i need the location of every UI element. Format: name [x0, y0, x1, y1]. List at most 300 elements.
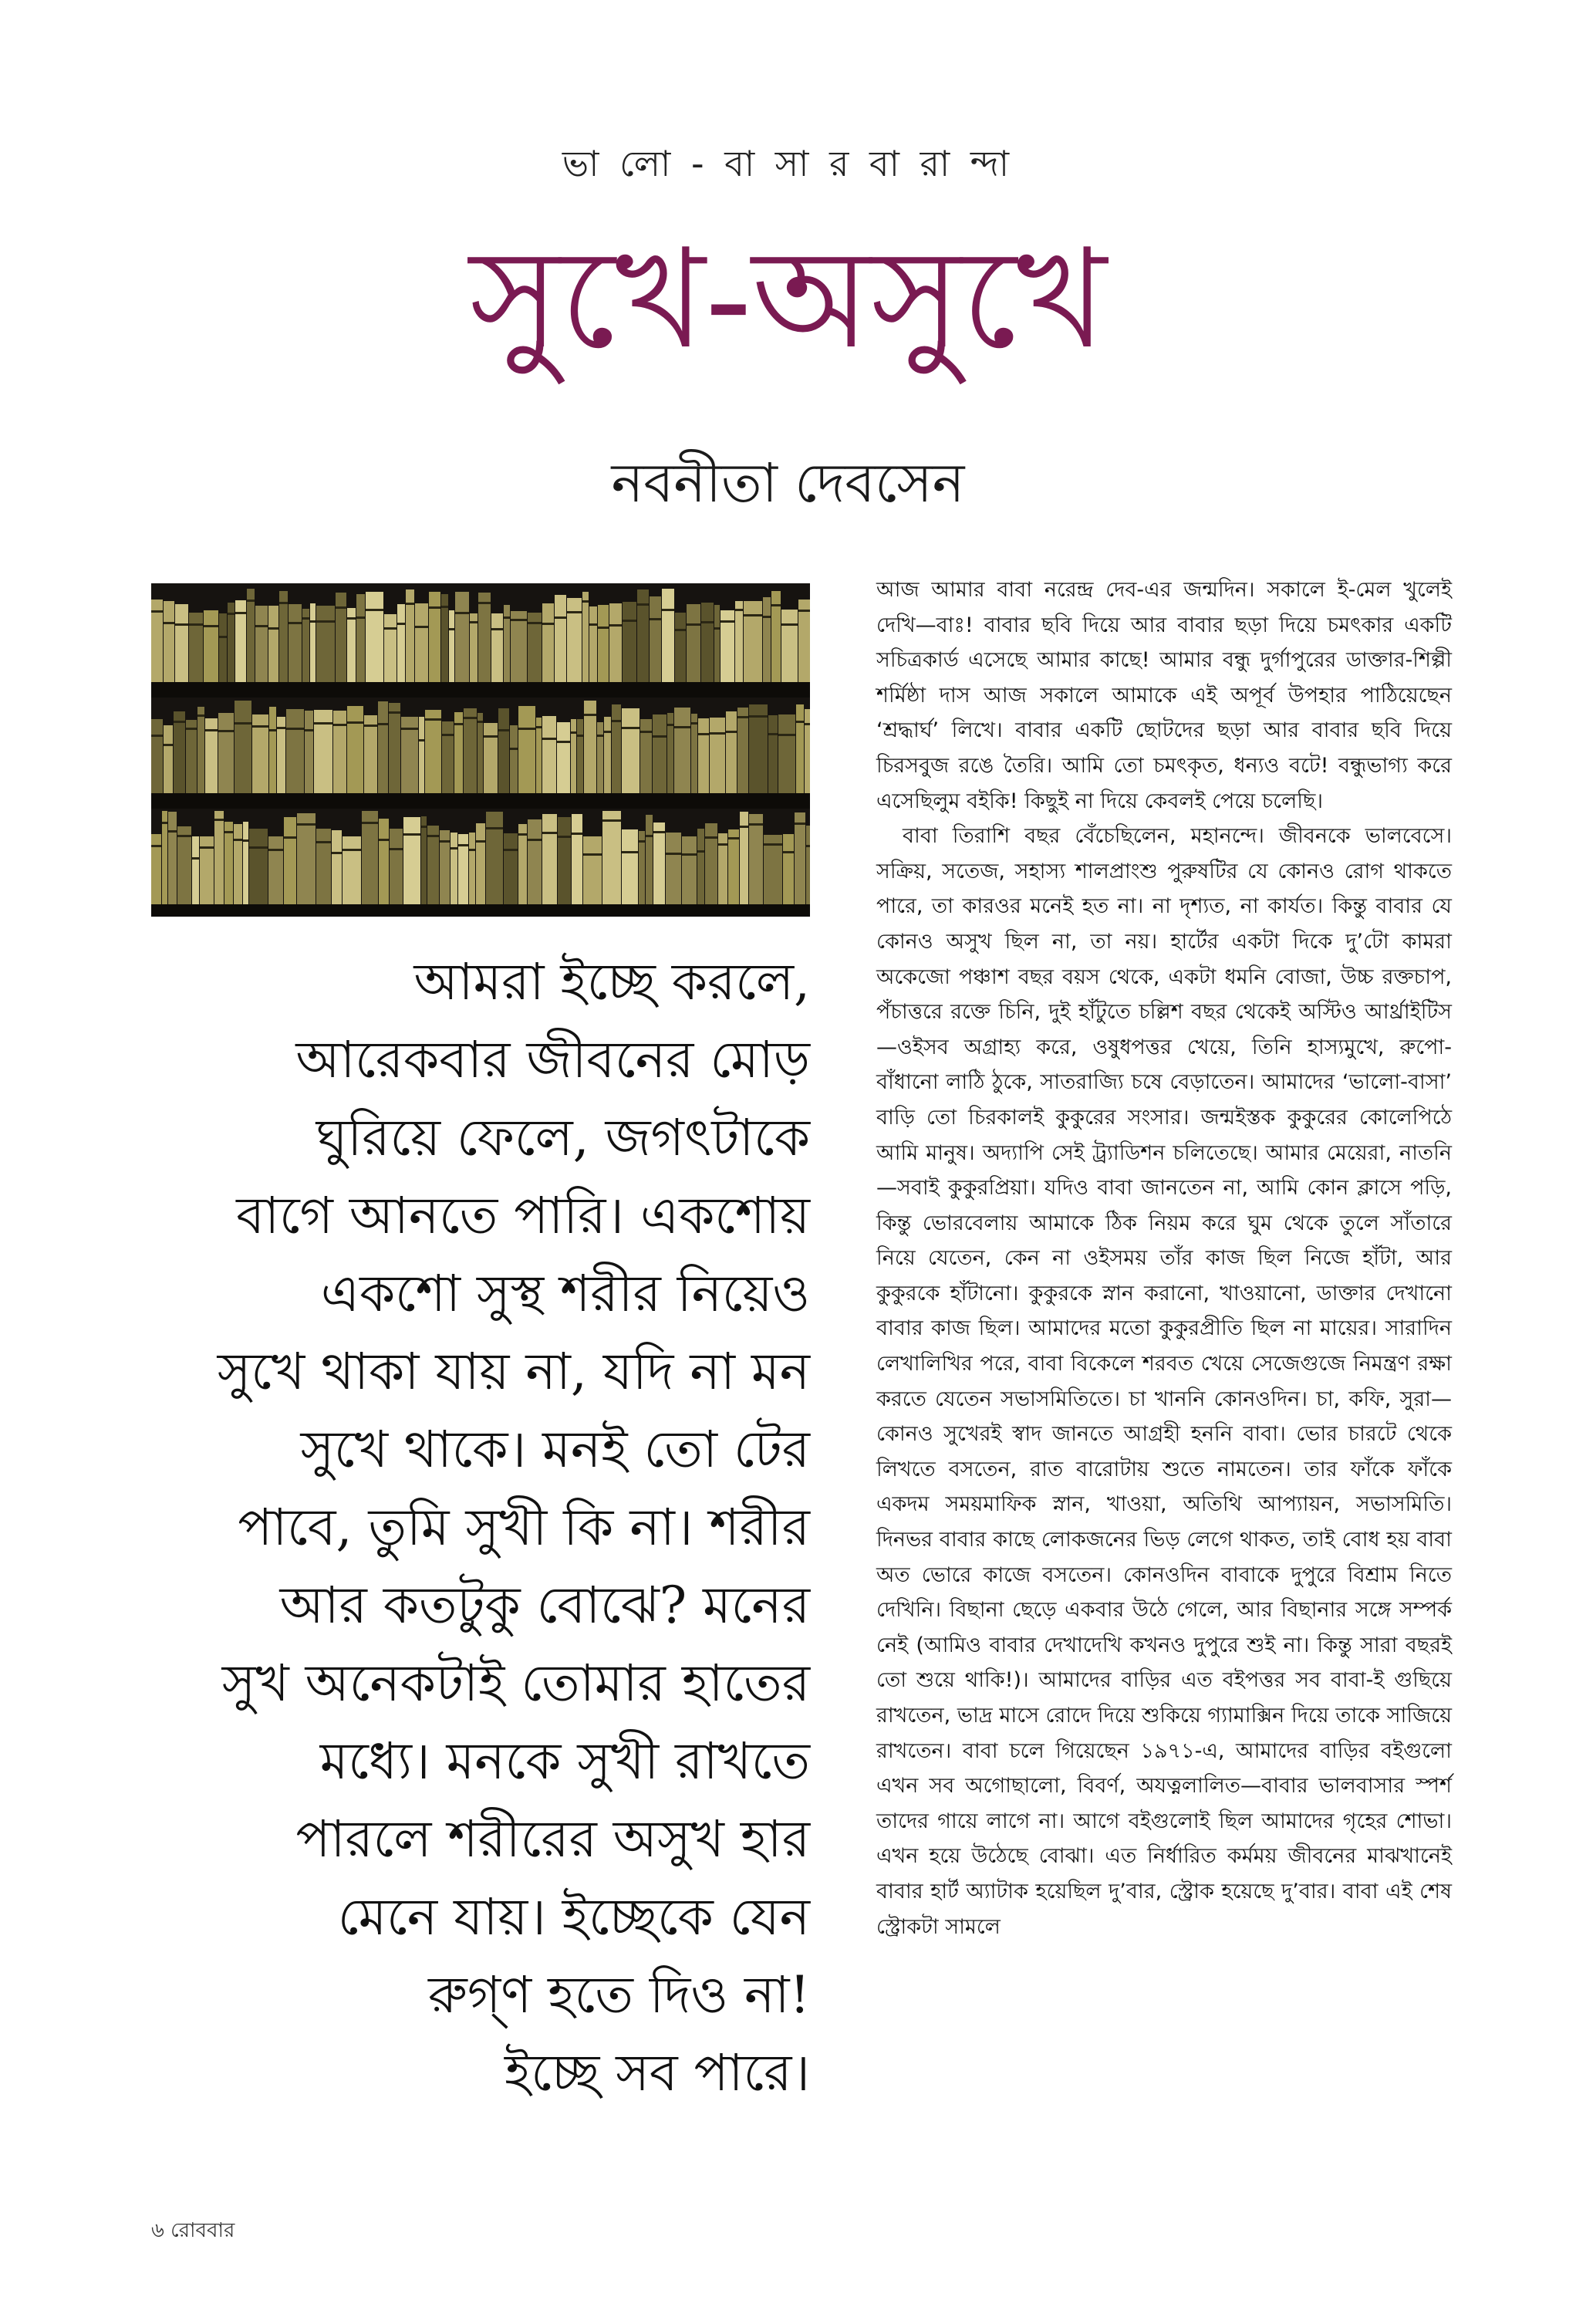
book-spine-band	[378, 723, 388, 725]
book-spine	[197, 707, 204, 793]
book-spine-band	[366, 609, 383, 611]
book-spine	[612, 704, 621, 793]
book-spine-band	[289, 622, 302, 624]
book-spine	[192, 836, 199, 904]
pull-quote	[151, 943, 810, 2112]
book-spine-band	[798, 610, 810, 612]
pull-quote-line: সুখ অনেকটাই তোমার হাতের	[221, 1653, 810, 1713]
book-spine-band	[805, 723, 810, 725]
book-spine	[504, 833, 518, 904]
book-spine-band	[243, 839, 248, 842]
book-spine	[316, 829, 331, 904]
pull-quote-line: আমরা ইচ্ছে করলে,	[413, 952, 810, 1012]
book-spine-band	[597, 735, 603, 737]
book-spine-band	[697, 850, 704, 853]
book-spine-band	[427, 835, 439, 837]
book-spine-band	[667, 724, 673, 726]
book-spine	[511, 611, 527, 682]
book-spine	[366, 592, 383, 682]
book-spine-band	[518, 833, 527, 836]
book-spine	[356, 594, 365, 682]
book-spine-band	[390, 848, 403, 850]
book-spine	[646, 815, 653, 904]
book-spine	[268, 836, 283, 904]
book-spine	[478, 713, 483, 793]
pull-quote-line: পাবে, তুমি সুখী কি না। শরীর	[238, 1498, 810, 1557]
book-spine-band	[403, 833, 420, 836]
book-spine	[571, 719, 576, 793]
book-spine	[806, 826, 810, 904]
book-spine-band	[542, 623, 554, 625]
book-spine-band	[364, 725, 377, 727]
book-spine	[384, 614, 397, 682]
book-spine-band	[498, 729, 509, 731]
book-spine-band	[749, 823, 763, 826]
book-spine	[449, 610, 454, 682]
book-spine-band	[710, 732, 725, 735]
book-spine-band	[277, 727, 285, 729]
book-spine	[425, 710, 441, 793]
book-spine-band	[389, 711, 400, 714]
book-spine	[589, 606, 597, 682]
body-paragraph: আজ আমার বাবা নরেন্দ্র দেব-এর জন্মদিন। সকালে ই-মেল খুলেই দেখি—বাঃ! বাবার ছবি দিয়ে আর বাবার ছড়া দিয়ে চমৎকার একটি সচিত্রকার্ড এসেছে আমার কাছে! আমার বন্ধু দুর্গাপুরের ডাক্তার-শিল্পী শর্মিষ্ঠা দাস আজ সকালে আমাকে এই অপূর্ব উপহার পাঠিয়েছেন ‘শ্রদ্ধার্ঘ’ লিখে। বাবার একটি ছোটদের ছড়া আর বাবার ছবি দিয়ে চিরসবুজ রঙে তৈরি। আমি তো চমৎকৃত, ধন্যও বটে! বন্ধুভাগ্য করে এসেছিলুম বইকি! কিছুই না দিয়ে কেবলই পেয়ে চলেছি।	[876, 578, 1452, 813]
book-spine-band	[653, 735, 667, 738]
book-spine-band	[425, 718, 441, 721]
book-spine	[297, 813, 316, 904]
book-spine-band	[567, 611, 582, 613]
book-spine-band	[726, 731, 737, 733]
book-spine-band	[476, 840, 485, 843]
book-spine-band	[268, 627, 278, 630]
book-spine-band	[356, 616, 365, 619]
book-spine	[737, 708, 748, 793]
book-spine-band	[721, 620, 734, 623]
book-spine	[469, 833, 475, 904]
book-spine-band	[795, 823, 805, 825]
book-spine	[726, 711, 737, 793]
book-spine	[674, 708, 690, 793]
book-spine-band	[384, 627, 397, 630]
book-spine-band	[687, 623, 700, 626]
page-folio: ৬ রোববার	[151, 2219, 235, 2242]
book-spine-band	[691, 722, 697, 725]
book-spine-band	[449, 628, 454, 630]
shelf-plank	[151, 793, 810, 809]
book-spine	[455, 592, 469, 682]
book-spine	[749, 704, 768, 793]
book-spine-band	[510, 748, 518, 750]
book-spine	[397, 604, 405, 682]
book-spine-band	[268, 849, 283, 851]
book-spine-band	[429, 606, 440, 609]
book-spine	[343, 836, 361, 904]
book-spine	[151, 719, 163, 793]
book-spine-band	[164, 622, 174, 624]
pull-quote-line: রুগ্ণ হতে দিও না!	[428, 1965, 810, 2025]
book-spine	[735, 601, 743, 682]
book-spine	[403, 817, 420, 904]
book-spine-band	[151, 610, 163, 613]
pull-quote-line: ঘুরিয়ে ফেলে, জগৎটাকে	[316, 1108, 810, 1167]
book-spine-band	[174, 721, 185, 723]
book-spine	[597, 722, 603, 793]
book-spine	[164, 601, 174, 682]
shelf-plank	[151, 904, 810, 917]
book-spine-band	[455, 612, 469, 614]
book-spine	[310, 603, 316, 682]
book-spine-band	[192, 857, 199, 860]
book-spine	[484, 723, 498, 793]
book-spine-band	[768, 733, 778, 735]
book-spine-band	[662, 609, 674, 611]
book-spine	[168, 812, 177, 904]
book-spine	[234, 824, 242, 904]
book-spine	[243, 822, 248, 904]
book-spine	[577, 719, 583, 793]
book-spine-band	[234, 839, 242, 841]
book-spine	[286, 709, 304, 793]
book-spine-band	[653, 831, 665, 833]
book-spine-band	[478, 602, 491, 604]
book-spines	[151, 588, 810, 682]
book-spine	[442, 721, 454, 793]
book-spines	[151, 810, 810, 904]
book-spine-band	[469, 849, 475, 851]
book-spine-band	[796, 721, 804, 723]
book-spine	[623, 602, 636, 682]
book-spine-band	[177, 835, 191, 837]
book-spine-band	[478, 721, 483, 723]
book-spine	[653, 714, 667, 793]
book-spine	[379, 819, 389, 904]
book-spine	[697, 829, 704, 904]
book-spine-band	[204, 625, 218, 627]
book-spine-band	[705, 836, 717, 839]
book-spine-band	[406, 603, 414, 605]
book-spine	[795, 812, 805, 904]
book-spine	[805, 709, 810, 793]
book-spine-band	[558, 836, 571, 838]
article-body	[876, 573, 1452, 1944]
book-spine-band	[164, 744, 173, 746]
book-spine	[464, 708, 477, 793]
book-spine-band	[557, 741, 570, 743]
book-spine-band	[347, 617, 356, 620]
book-spine	[749, 814, 763, 904]
book-spine	[214, 811, 224, 904]
book-spine	[528, 819, 542, 904]
book-spine	[378, 701, 388, 793]
book-spine	[542, 603, 554, 682]
author-byline: নবনীতা দেবসেন	[611, 451, 965, 515]
book-spine	[255, 606, 268, 682]
book-spine-band	[646, 835, 653, 837]
book-spine-band	[451, 847, 457, 850]
book-spine	[224, 822, 233, 904]
book-spine-band	[583, 853, 602, 856]
book-spine-band	[701, 621, 714, 623]
book-spine	[701, 603, 714, 682]
book-spine-band	[228, 613, 235, 615]
book-spine	[542, 716, 556, 793]
book-spine-band	[252, 725, 268, 728]
book-spine-band	[718, 843, 727, 846]
book-spine-band	[442, 734, 454, 736]
book-spine	[268, 606, 278, 682]
book-spine-band	[316, 841, 331, 843]
book-spine	[682, 836, 697, 904]
book-spine	[542, 814, 557, 904]
book-spine-band	[584, 714, 596, 716]
book-spine	[419, 717, 424, 793]
book-spine	[675, 613, 686, 682]
book-spine	[583, 836, 602, 904]
book-spine	[175, 604, 188, 682]
book-spine	[347, 706, 363, 793]
book-spine	[491, 613, 503, 682]
book-spine-band	[504, 849, 518, 851]
book-spine	[302, 609, 309, 682]
book-spine-band	[224, 831, 233, 833]
book-spine	[536, 718, 542, 793]
book-spine-band	[205, 729, 218, 731]
book-spine-band	[297, 823, 316, 826]
book-spine	[714, 605, 720, 682]
book-spine-band	[168, 830, 177, 833]
book-spine	[284, 817, 296, 904]
bookshelf-photo	[151, 583, 810, 917]
book-spine	[389, 703, 400, 793]
book-spine	[332, 830, 342, 904]
book-spine-band	[336, 606, 346, 609]
book-spine	[798, 600, 810, 682]
book-spine	[427, 826, 439, 904]
book-spine	[289, 604, 302, 682]
book-spine	[783, 834, 794, 904]
book-spine	[390, 829, 403, 904]
book-spine-band	[310, 620, 316, 623]
book-spine-band	[604, 731, 611, 733]
book-spine-band	[397, 623, 405, 625]
book-spine	[336, 593, 346, 682]
book-spine	[518, 706, 535, 793]
book-spine-band	[518, 728, 535, 730]
book-spine-band	[763, 616, 771, 618]
book-spine	[572, 814, 582, 904]
book-spine-band	[247, 600, 255, 602]
book-spine-band	[464, 717, 477, 719]
book-spine	[486, 812, 503, 904]
book-spine-band	[749, 715, 768, 718]
book-spine	[768, 715, 778, 793]
book-spine	[470, 613, 478, 682]
book-spine-band	[219, 636, 227, 638]
book-spine-band	[542, 832, 557, 834]
book-spine-band	[162, 822, 167, 824]
book-spine	[662, 589, 674, 682]
book-spine	[567, 598, 582, 682]
book-spine-band	[491, 628, 503, 630]
pull-quote-line: মেনে যায়। ইচ্ছেকে যেন	[337, 1887, 810, 1947]
book-spine	[164, 725, 173, 793]
book-spine	[174, 711, 185, 793]
book-spine	[333, 711, 346, 793]
book-spine-band	[421, 826, 427, 828]
book-spine	[279, 591, 288, 682]
book-spine-band	[347, 721, 363, 724]
book-spine-band	[316, 620, 335, 623]
book-spine	[151, 834, 161, 904]
book-spine	[219, 613, 227, 682]
book-spine-band	[571, 731, 576, 734]
book-spine-band	[698, 733, 709, 735]
book-spine-band	[314, 722, 332, 725]
book-spine-band	[197, 714, 204, 717]
book-spine-band	[609, 624, 622, 627]
article-title: সুখে-অসুখে	[469, 219, 1107, 379]
book-spine-band	[528, 622, 542, 624]
book-spine-band	[214, 819, 224, 821]
book-spine	[364, 715, 377, 793]
book-spine-band	[728, 837, 739, 839]
book-spine-band	[218, 730, 234, 732]
book-spine-band	[735, 609, 743, 611]
book-spine-band	[589, 623, 597, 626]
book-spine	[478, 593, 491, 682]
book-spine-band	[286, 728, 304, 730]
book-spine	[162, 811, 167, 904]
book-spine	[763, 597, 771, 682]
book-spine-band	[806, 845, 810, 847]
book-spine-band	[302, 617, 309, 620]
book-spine-band	[333, 724, 346, 726]
book-spine-band	[572, 833, 582, 835]
book-spine	[177, 826, 191, 904]
book-spine-band	[528, 839, 542, 841]
pull-quote-line: আর কতটুকু বোঝে? মনের	[279, 1576, 810, 1635]
book-spine	[687, 604, 700, 682]
book-spine-band	[151, 845, 161, 847]
bookshelf-row	[151, 588, 810, 682]
book-spine-band	[151, 735, 163, 737]
book-spine-band	[542, 738, 556, 740]
book-spine-band	[536, 726, 542, 728]
book-spine	[415, 603, 428, 682]
book-spine-band	[714, 627, 720, 630]
pull-quote-line: পারলে শরীরের অসুখ হার	[295, 1809, 810, 1869]
book-spine	[189, 613, 203, 682]
book-spine-band	[419, 739, 424, 741]
book-spine-band	[343, 849, 361, 851]
book-spine-band	[484, 735, 498, 738]
book-spine-band	[454, 723, 463, 725]
book-spine-band	[332, 852, 342, 854]
book-spine-band	[744, 614, 762, 616]
book-spine-band	[637, 603, 649, 606]
book-spine-band	[582, 600, 589, 603]
section-kicker: ভা লো - বা সা র বা রা ন্দা	[562, 143, 1014, 184]
book-spine	[604, 717, 611, 793]
book-spine-band	[623, 620, 636, 622]
pull-quote-line: আরেকবার জীবনের মোড়	[295, 1030, 810, 1089]
book-spine	[557, 722, 570, 793]
book-spine	[650, 596, 661, 682]
bookshelf-row	[151, 810, 810, 904]
book-spine	[710, 718, 725, 793]
book-spine-band	[577, 735, 583, 737]
book-spine	[602, 811, 621, 904]
book-spine	[421, 816, 427, 904]
book-spine-band	[778, 734, 795, 736]
book-spine-band	[682, 853, 697, 856]
book-spine-band	[200, 846, 214, 849]
pull-quote-line: একশো সুস্থ শরীর নিয়েও	[320, 1264, 810, 1323]
book-spine-band	[441, 606, 448, 608]
book-spine-band	[622, 851, 638, 853]
book-spine-band	[486, 827, 503, 829]
book-spine-band	[279, 602, 288, 604]
book-spine	[558, 817, 571, 904]
book-spine	[640, 719, 652, 793]
book-spine	[728, 829, 739, 904]
book-spine-band	[269, 729, 276, 731]
book-spine	[249, 829, 268, 904]
book-spine	[609, 603, 622, 682]
book-spines	[151, 699, 810, 793]
book-spine	[796, 704, 804, 793]
book-spine-band	[764, 843, 782, 846]
book-spine-band	[255, 625, 268, 627]
book-spine	[498, 708, 509, 793]
book-spine	[510, 725, 518, 793]
body-paragraph: বাবা তিরাশি বছর বেঁচেছিলেন, মহানন্দে। জীবনকে ভালবেসে। সক্রিয়, সতেজ, সহাস্য শালপ্রাংশু পুরুষটির যে কোনও রোগ থাকতে পারে, তা কারওর মনেই হত না। না দৃশ্যত, না কার্যত। কিন্তু বাবার যে কোনও অসুখ ছিল না, তা নয়। হার্টের একটা দিকে দু’টো কামরা অকেজো পঞ্চাশ বছর বয়স থেকে, একটা ধমনি বোজা, উচ্চ রক্তচাপ, পঁচাত্তরে রক্তে চিনি, দুই হাঁটুতে চল্লিশ বছর থেকেই অস্টিও আর্থ্রাইটিস—ওইসব অগ্রাহ্য করে, ওষুধপত্তর খেয়ে, তিনি হাস্যমুখে, রুপো-বাঁধানো লাঠি ঠুকে, সাতরাজ্যি চষে বেড়াতেন। আমাদের ‘ভালো-বাসা’ বাড়ি তো চিরকালই কুকুরের সংসার। জন্মইস্তক কুকুরের কোলেপিঠে আমি মানুষ। অদ্যাপি সেই ট্র্যাডিশন চলিতেছে। আমার মেয়েরা, নাতনি—সবাই কুকুরপ্রিয়া। যদিও বাবা জানতেন না, আমি কোন ক্লাসে পড়ি, কিন্তু ভোরবেলায় আমাকে ঠিক নিয়ম করে ঘুম থেকে তুলে সাঁতারে নিয়ে যেতেন, কেন না ওইসময় তাঁর কাজ ছিল নিজে হাঁটা, আর কুকুরকে হাঁটানো। কুকুরকে স্নান করানো, খাওয়ানো, ডাক্তার দেখানো বাবার কাজ ছিল। আমাদের মতো কুকুরপ্রীতি ছিল না মায়ের। সারাদিন লেখালিখির পরে, বাবা বিকেলে শরবত খেয়ে সেজেগুজে নিমন্ত্রণ রক্ষা করতে যেতেন সভাসমিতিতে। চা খাননি কোনওদিন। চা, কফি, সুরা—কোনও সুখেরই স্বাদ জানতে আগ্রহী হননি বাবা। ভোর চারটে থেকে লিখতে বসতেন, রাত বারোটায় শুতে নামতেন। তার ফাঁকে ফাঁকে একদম সময়মাফিক স্নান, খাওয়া, অতিথি আপ্যায়ন, সভাসমিতি। দিনভর বাবার কাছে লোকজনের ভিড় লেগে থাকত, তাই বোধ হয় বাবা অত ভোরে কাজে বসতেন। কোনওদিন বাবাকে দুপুরে বিশ্রাম নিতে দেখিনি। বিছানা ছেড়ে একবার উঠে গেলে, আর বিছানার সঙ্গে সম্পর্ক নেই (আমিও বাবার দেখাদেখি কখনও দুপুরে শুই না। কিন্তু সারা বছরই তো শুয়ে থাকি!)। আমাদের বাড়ির এত বইপত্তর সব বাবা-ই গুছিয়ে রাখতেন, ভাদ্র মাসে রোদে দিয়ে শুকিয়ে গ্যামাক্সিন দিয়ে তাকে সাজিয়ে রাখতেন। বাবা চলে গিয়েছেন ১৯৭১-এ, আমাদের বাড়ির বইগুলো এখন সব অগোছালো, বিবর্ণ, অযত্নলালিত—বাবার ভালবাসার স্পর্শ তাদের গায়ে লাগে না। আগে বইগুলোই ছিল আমাদের গৃহের শোভা। এখন হয়ে উঠেছে বোঝা। এত নির্ধারিত কর্মময় জীবনের মাঝখানেই বাবার হার্ট অ্যাটাক হয়েছিল দু’বার, স্ট্রোক হয়েছে দু’বার। বাবা এই শেষ স্ট্রোকটা সামলে	[876, 824, 1452, 1939]
book-spine-band	[781, 623, 798, 626]
book-spine	[362, 811, 378, 904]
pull-quote-line: বাগে আনতে পারি। একশোয়	[236, 1186, 810, 1245]
book-spine	[698, 718, 709, 793]
book-spine-band	[470, 621, 478, 623]
book-spine	[476, 823, 485, 904]
book-spine-band	[235, 612, 246, 614]
book-spine	[555, 595, 566, 682]
book-spine	[582, 592, 589, 682]
book-spine	[622, 829, 638, 904]
book-spine-band	[305, 729, 313, 731]
book-spine	[744, 601, 762, 682]
book-spine	[598, 605, 609, 682]
book-spine-band	[186, 728, 197, 730]
book-spine-band	[675, 629, 686, 631]
shelf-plank	[151, 682, 810, 698]
book-spine-band	[379, 839, 389, 841]
book-spine-band	[504, 616, 510, 619]
book-spine-band	[440, 840, 450, 843]
book-spine-band	[249, 846, 268, 849]
book-spine-band	[401, 728, 418, 730]
book-spine-band	[612, 720, 621, 722]
book-spine-band	[737, 716, 748, 718]
book-spine-band	[598, 627, 609, 629]
book-spine	[218, 713, 234, 793]
book-spine	[269, 707, 276, 793]
book-spine	[691, 714, 697, 793]
book-spine	[316, 606, 335, 682]
book-spine	[451, 833, 457, 904]
book-spine-band	[189, 623, 203, 626]
pull-quote-line: সুখে থাকা যায় না, যদি না মন	[217, 1342, 810, 1401]
pull-quote-line: ইচ্ছে সব পারে।	[505, 2043, 810, 2103]
bookshelf-row	[151, 699, 810, 793]
